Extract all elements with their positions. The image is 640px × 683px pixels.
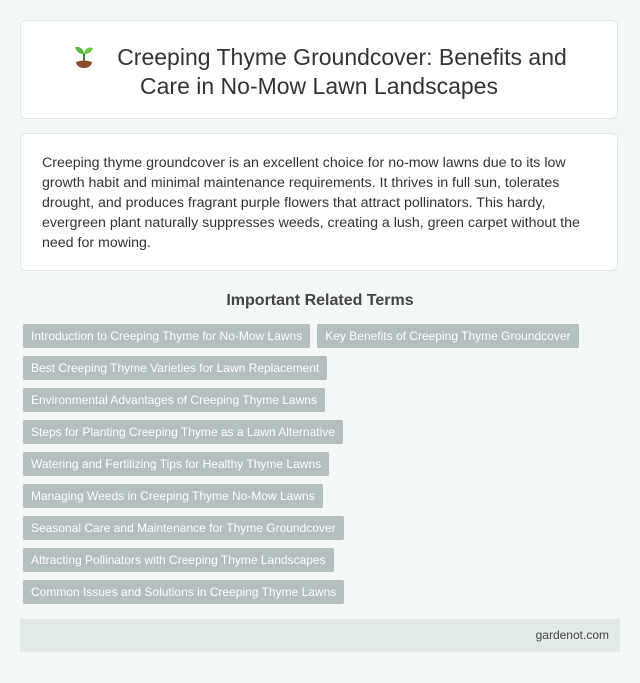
term-tag[interactable]: Managing Weeds in Creeping Thyme No-Mow Lawns xyxy=(23,484,323,508)
term-tag[interactable]: Key Benefits of Creeping Thyme Groundcover xyxy=(317,324,578,348)
term-tag[interactable]: Watering and Fertilizing Tips for Healthy Thyme Lawns xyxy=(23,452,329,476)
term-tag[interactable]: Steps for Planting Creeping Thyme as a Lawn Alternative xyxy=(23,420,343,444)
description-card xyxy=(20,133,618,271)
term-tag[interactable]: Seasonal Care and Maintenance for Thyme Groundcover xyxy=(23,516,344,540)
term-tag[interactable]: Introduction to Creeping Thyme for No-Mow Lawns xyxy=(23,324,310,348)
related-terms-heading: Important Related Terms xyxy=(226,292,414,309)
sprout-icon xyxy=(71,43,97,69)
term-row xyxy=(23,516,583,548)
footer-site-link[interactable]: gardenot.com xyxy=(535,628,609,642)
term-tag[interactable]: Attracting Pollinators with Creeping Thyme Landscapes xyxy=(23,548,334,572)
term-tag[interactable]: Best Creeping Thyme Varieties for Lawn Replacement xyxy=(23,356,327,380)
title-line-1: Creeping Thyme Groundcover: Benefits and xyxy=(117,44,567,70)
term-row xyxy=(23,580,583,612)
term-tag[interactable]: Environmental Advantages of Creeping Thyme Lawns xyxy=(23,388,325,412)
term-tag[interactable]: Common Issues and Solutions in Creeping Thyme Lawns xyxy=(23,580,344,604)
term-row xyxy=(23,420,583,452)
description-text: Creeping thyme groundcover is an excellent choice for no-mow lawns due to its low growth habit and minimal maintenance requirements. It thrives in full sun, tolerates drought, and produces fragrant purple flowers that attract pollinators. This hardy, evergreen plant naturally suppresses weeds, creating a lush, green carpet without the need for mowing. xyxy=(42,155,580,251)
term-row xyxy=(23,484,583,516)
page-title xyxy=(21,43,617,101)
title-line-2: Care in No-Mow Lawn Landscapes xyxy=(140,73,498,99)
term-row xyxy=(23,388,583,420)
footer xyxy=(20,619,620,652)
title-card xyxy=(20,20,618,119)
term-row xyxy=(23,324,583,356)
term-row xyxy=(23,452,583,484)
related-terms-list xyxy=(23,324,583,612)
term-row xyxy=(23,548,583,580)
term-row xyxy=(23,356,583,388)
